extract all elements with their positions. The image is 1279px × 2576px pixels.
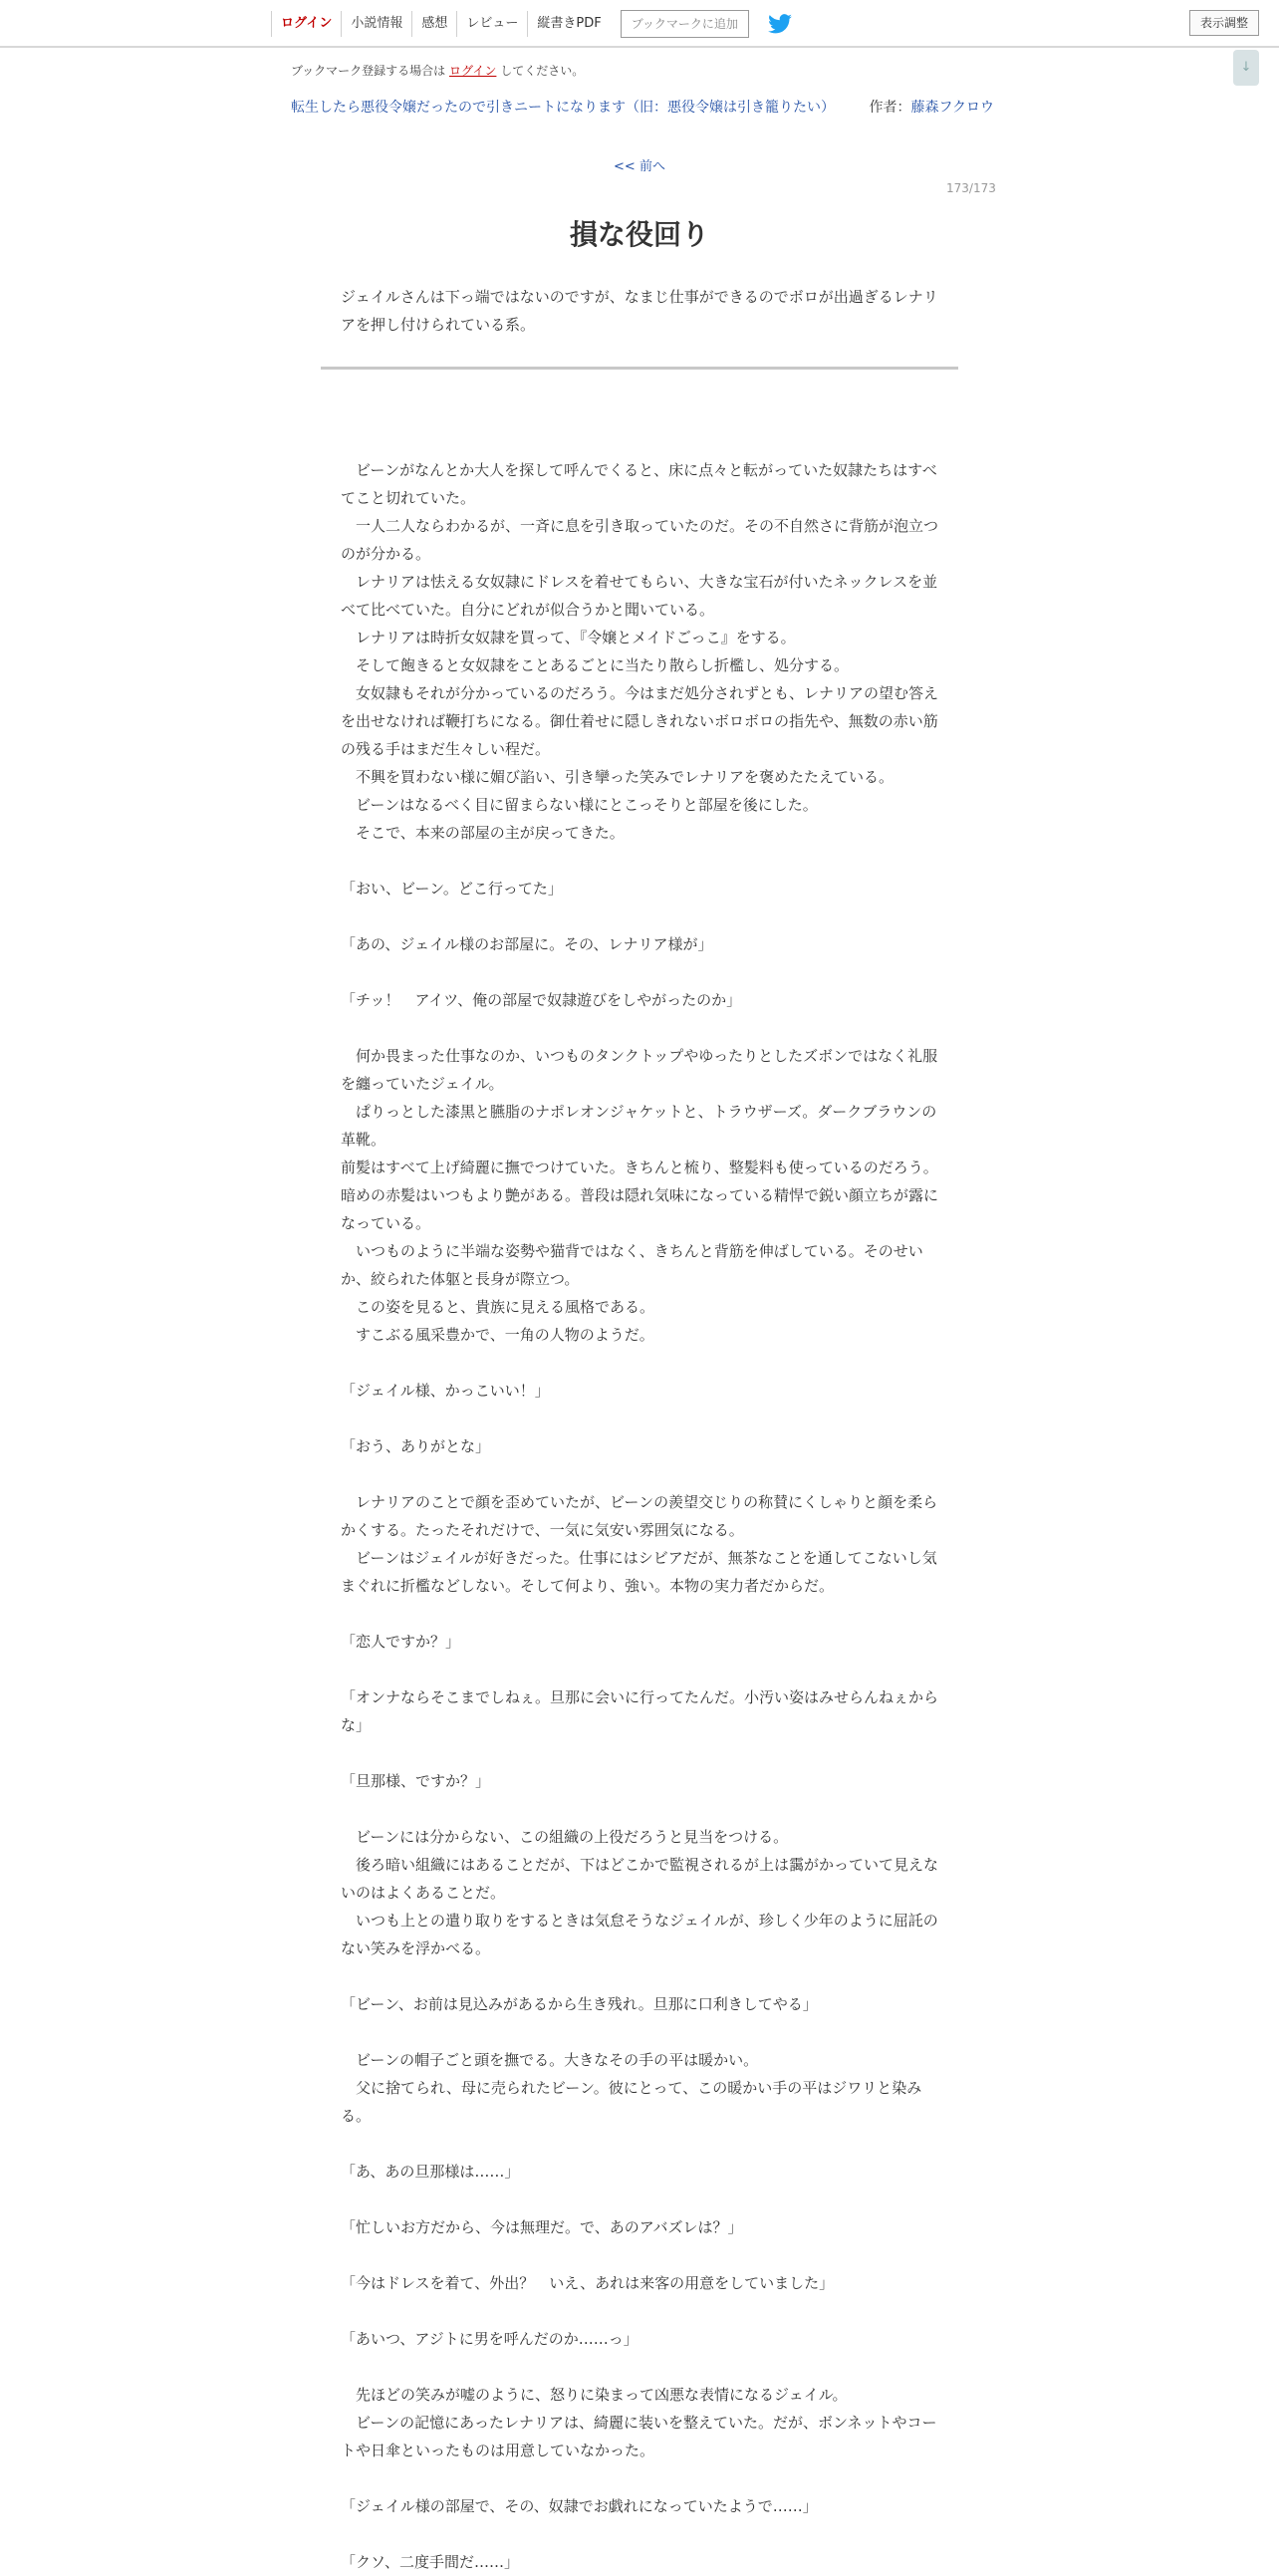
- body-paragraph: ぱりっとした漆黒と臙脂のナポレオンジャケットと、トラウザーズ。ダークブラウンの革靴。: [341, 1103, 937, 1149]
- body-paragraph: [341, 2186, 938, 2213]
- display-settings-button[interactable]: 表示調整: [1189, 10, 1259, 36]
- login-link[interactable]: ログイン: [271, 11, 341, 37]
- bookmark-note-before: ブックマーク登録する場合は: [291, 64, 446, 78]
- body-paragraph: 「忙しいお方だから、今は無理だ。で、あのアバズレは？」: [341, 2218, 743, 2236]
- body-paragraph: 「あ、あの旦那様は……」: [341, 2163, 520, 2181]
- novel-title-link[interactable]: 転生したら悪役令嬢だったので引きニートになります（旧：悪役令嬢は引き籠りたい）: [291, 100, 835, 116]
- body-paragraph: 「ジェイル様の部屋で、その、奴隷でお戯れになっていたようで……」: [341, 2497, 818, 2515]
- body-paragraph: 「チッ！ アイツ、俺の部屋で奴隷遊びをしやがったのか」: [341, 991, 742, 1009]
- body-paragraph: ビーンには分からない、この組織の上役だろうと見当をつける。: [341, 1828, 789, 1846]
- body-paragraph: [341, 2297, 938, 2325]
- body-paragraph: [341, 958, 938, 986]
- body-paragraph: 不興を買わない様に媚び諂い、引き攣った笑みでレナリアを褒めたたえている。: [341, 768, 895, 786]
- body-paragraph: いつも上との遣り取りをするときは気怠そうなジェイルが、珍しく少年のように屈託のない笑みを浮かべる。: [341, 1912, 938, 1957]
- body-paragraph: ビーンの帽子ごと頭を撫でる。大きなその手の平は暖かい。: [341, 2051, 759, 2069]
- body-paragraph: [341, 1014, 938, 1042]
- body-paragraph: いつものように半端な姿勢や猫背ではなく、きちんと背筋を伸ばしている。そのせいか、絞られた体躯と長身が際立つ。: [341, 1242, 923, 1288]
- body-paragraph: [341, 1795, 938, 1823]
- body-paragraph: 「恋人ですか？」: [341, 1633, 461, 1651]
- body-paragraph: そして飽きると女奴隷をことあるごとに当たり散らし折檻し、処分する。: [341, 656, 850, 674]
- body-paragraph: ビーンの記憶にあったレナリアは、綺麗に装いを整えていた。だが、ボンネットやコートや日傘といったものは用意していなかった。: [341, 2414, 937, 2459]
- body-paragraph: [341, 2353, 938, 2381]
- body-paragraph: 「今はドレスを着て、外出？ いえ、あれは来客の用意をしていました」: [341, 2274, 835, 2292]
- add-bookmark-button[interactable]: ブックマークに追加: [621, 10, 749, 38]
- body-paragraph: [341, 1600, 938, 1628]
- body-paragraph: 「あの、ジェイル様のお部屋に。その、レナリア様が」: [341, 935, 713, 953]
- body-paragraph: [341, 2241, 938, 2269]
- body-paragraph: [341, 2520, 938, 2548]
- twitter-bird-icon[interactable]: [767, 11, 793, 37]
- body-paragraph: レナリアのことで顔を歪めていたが、ビーンの羨望交じりの称賛にくしゃりと顔を柔らかくする。たったそれだけで、一気に気安い雰囲気になる。: [341, 1493, 938, 1539]
- top-header: [0, 0, 1279, 48]
- body-paragraph: [341, 1739, 938, 1767]
- body-paragraph: レナリアは時折女奴隷を買って、『令嬢とメイドごっこ』をする。: [341, 629, 796, 646]
- chapter-counter: 173/173: [946, 181, 996, 195]
- body-paragraph: 「ジェイル様、かっこいい！」: [341, 1382, 550, 1400]
- body-paragraph: 先ほどの笑みが嘘のように、怒りに染まって凶悪な表情になるジェイル。: [341, 2386, 848, 2404]
- body-paragraph: [341, 1962, 938, 1990]
- impressions-link[interactable]: 感想: [411, 11, 456, 37]
- body-paragraph: 「おう、ありがとな」: [341, 1437, 491, 1455]
- body-paragraph: 父に捨てられ、母に売られたビーン。彼にとって、この暖かい手の平はジワリと染みる。: [341, 2079, 922, 2125]
- body-paragraph: 「ビーン、お前は見込みがあるから生き残れ。旦那に口利きしてやる」: [341, 1995, 818, 2013]
- body-paragraph: 前髪はすべて上げ綺麗に撫でつけていた。きちんと梳り、整髪料も使っているのだろう。暗めの赤髪はいつもより艶がある。普段は隠れ気味になっている精悍で鋭い顔立ちが露になっている。: [341, 1159, 939, 1232]
- body-paragraph: [341, 1405, 938, 1432]
- body-paragraph: [341, 1656, 938, 1683]
- bookmark-login-link[interactable]: ログイン: [449, 64, 497, 78]
- header-nav: [271, 10, 793, 38]
- prev-chapter-nav: [0, 155, 1279, 174]
- body-paragraph: 何か畏まった仕事なのか、いつものタンクトップやゆったりとしたズボンではなく礼服を纏っていたジェイル。: [341, 1047, 938, 1093]
- preface-divider: [321, 367, 958, 370]
- body-paragraph: 「クソ、二度手間だ……」: [341, 2553, 519, 2571]
- bookmark-note-after: してください。: [500, 64, 585, 78]
- body-paragraph: [341, 902, 938, 930]
- body-paragraph: [341, 2130, 938, 2158]
- body-paragraph: 「旦那様、ですか？」: [341, 1772, 491, 1790]
- review-link[interactable]: レビュー: [456, 11, 527, 37]
- body-paragraph: そこで、本来の部屋の主が戻ってきた。: [341, 824, 625, 842]
- body-paragraph: この姿を見ると、貴族に見える風格である。: [341, 1298, 655, 1316]
- author-link[interactable]: 藤森フクロウ: [910, 100, 995, 116]
- body-paragraph: [341, 1460, 938, 1488]
- body-paragraph: [341, 847, 938, 875]
- body-paragraph: レナリアは怯える女奴隷にドレスを着せてもらい、大きな宝石が付いたネックレスを並べて比べていた。自分にどれが似合うかと聞いている。: [341, 573, 938, 619]
- prev-chapter-link[interactable]: << 前へ: [614, 159, 665, 174]
- novel-info-line: [291, 97, 994, 117]
- body-paragraph: 「おい、ビーン。どこ行ってた」: [341, 880, 563, 898]
- body-paragraph: すこぶる風采豊かで、一角の人物のようだ。: [341, 1326, 654, 1344]
- body-paragraph: [341, 2464, 938, 2492]
- body-paragraph: [341, 2018, 938, 2046]
- chapter-preface: ジェイルさんは下っ端ではないのですが、なまじ仕事ができるのでボロが出過ぎるレナリアを押し付けられている系。: [341, 288, 938, 334]
- body-paragraph: 女奴隷もそれが分かっているのだろう。今はまだ処分されずとも、レナリアの望む答えを出せなければ鞭打ちになる。御仕着せに隠しきれないボロボロの指先や、無数の赤い筋の残る手はまだ生々しい程だ。: [341, 684, 939, 758]
- body-paragraph: ビーンはジェイルが好きだった。仕事にはシビアだが、無茶なことを通してこないし気まぐれに折檻などしない。そして何より、強い。本物の実力者だからだ。: [341, 1549, 937, 1595]
- body-paragraph: 「オンナならそこまでしねぇ。旦那に会いに行ってたんだ。小汚い姿はみせらんねぇからな」: [341, 1688, 939, 1734]
- vertical-pdf-link[interactable]: 縦書きPDF: [527, 11, 610, 37]
- body-paragraph: 「あいつ、アジトに男を呼んだのか……っ」: [341, 2330, 639, 2348]
- chapter-body: [341, 456, 938, 2576]
- chapter-title: 損な役回り: [569, 218, 709, 251]
- body-paragraph: ビーンはなるべく目に留まらない様にとこっそりと部屋を後にした。: [341, 796, 818, 814]
- body-paragraph: ビーンがなんとか大人を探して呼んでくると、床に点々と転がっていた奴隷たちはすべてこと切れていた。: [341, 461, 937, 507]
- body-paragraph: [341, 1349, 938, 1377]
- bookmark-login-note: [291, 62, 584, 79]
- author-label: 作者：: [869, 100, 911, 116]
- novel-info-link[interactable]: 小説情報: [341, 11, 411, 37]
- scroll-down-button[interactable]: ↓: [1233, 50, 1259, 86]
- body-paragraph: 後ろ暗い組織にはあることだが、下はどこかで監視されるが上は靄がかっていて見えないのはよくあることだ。: [341, 1856, 939, 1902]
- body-paragraph: 一人二人ならわかるが、一斉に息を引き取っていたのだ。その不自然さに背筋が泡立つのが分かる。: [341, 517, 939, 563]
